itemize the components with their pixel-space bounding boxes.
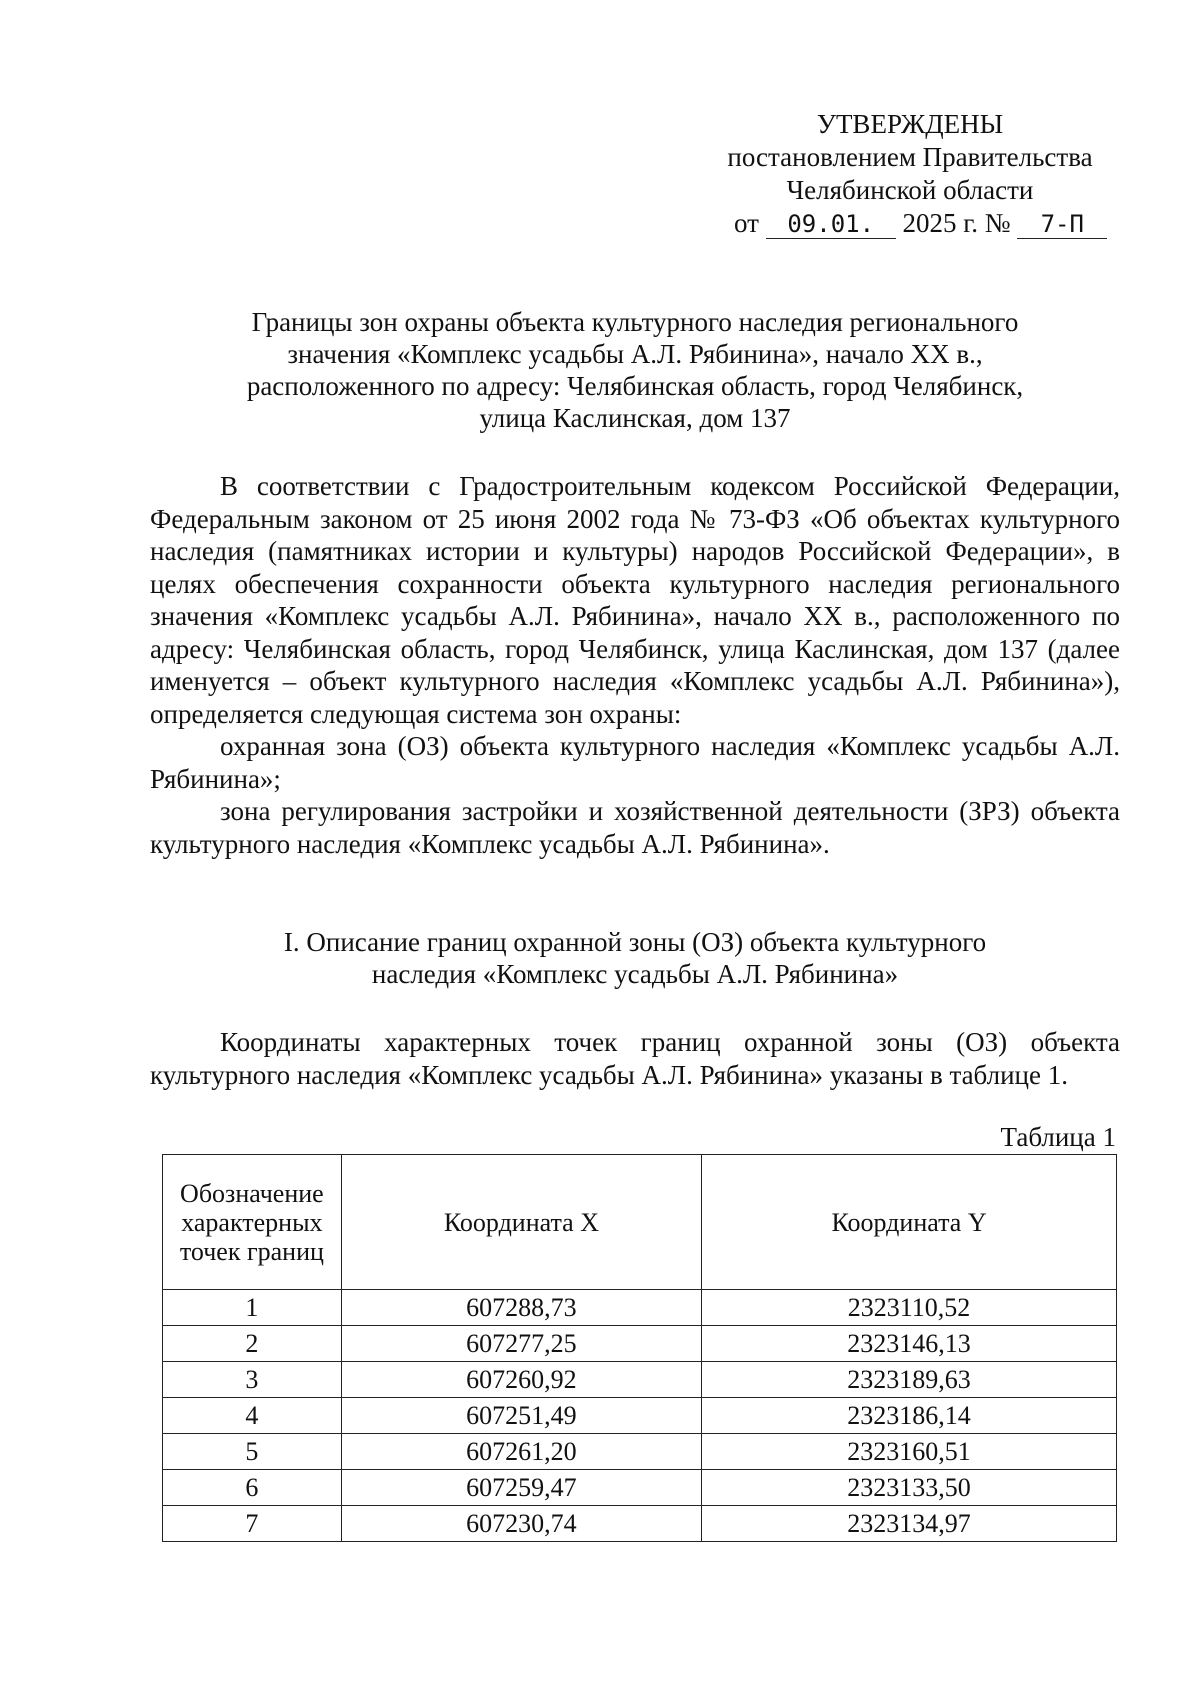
header-point bbox=[163, 1155, 342, 1290]
approval-number-value: 7-П bbox=[1017, 210, 1107, 239]
cell-point: 3 bbox=[163, 1362, 342, 1398]
cell-y: 2323146,13 bbox=[702, 1326, 1117, 1362]
cell-y: 2323133,50 bbox=[702, 1470, 1117, 1506]
cell-x: 607251,49 bbox=[341, 1398, 701, 1434]
header-point-label: Обозначение характерных точек границ bbox=[179, 1178, 324, 1266]
table-header-row bbox=[163, 1155, 1117, 1290]
approval-line-1: постановлением Правительства bbox=[727, 142, 1093, 172]
cell-y: 2323189,63 bbox=[702, 1362, 1117, 1398]
table-row bbox=[163, 1470, 1117, 1506]
cell-x: 607277,25 bbox=[341, 1326, 701, 1362]
document-title bbox=[150, 306, 1120, 434]
cell-x: 607259,47 bbox=[341, 1470, 701, 1506]
document-body bbox=[150, 470, 1120, 860]
table-row bbox=[163, 1326, 1117, 1362]
section-1-text bbox=[150, 1026, 1120, 1091]
body-paragraph-2: охранная зона (ОЗ) объекта культурного наследия «Комплекс усадьбы А.Л. Рябинина»; bbox=[150, 731, 1120, 794]
cell-x: 607288,73 bbox=[341, 1290, 701, 1326]
section-1-heading-line-1: I. Описание границ охранной зоны (ОЗ) объекта культурного bbox=[283, 927, 987, 957]
cell-point: 2 bbox=[163, 1326, 342, 1362]
section-1-paragraph: Координаты характерных точек границ охранной зоны (ОЗ) объекта культурного наследия «Комплекс усадьбы А.Л. Рябинина» указаны в таблице 1. bbox=[150, 1027, 1120, 1090]
approval-line-2: Челябинской области bbox=[786, 175, 1034, 205]
table-row bbox=[163, 1290, 1117, 1326]
title-line-1: Границы зон охраны объекта культурного наследия регионального bbox=[251, 307, 1019, 337]
cell-x: 607230,74 bbox=[341, 1506, 701, 1542]
cell-y: 2323160,51 bbox=[702, 1434, 1117, 1470]
cell-point: 7 bbox=[163, 1506, 342, 1542]
approval-heading: УТВЕРЖДЕНЫ bbox=[816, 109, 1004, 139]
approval-from-label: от bbox=[734, 208, 759, 238]
section-1-heading-line-2: наследия «Комплекс усадьбы А.Л. Рябинина» bbox=[371, 959, 899, 989]
title-line-3: расположенного по адресу: Челябинская область, город Челябинск, bbox=[246, 371, 1024, 401]
cell-point: 5 bbox=[163, 1434, 342, 1470]
approval-date-value: 09.01. bbox=[766, 210, 896, 239]
header-x: Координата X bbox=[341, 1155, 701, 1290]
approval-year-text: 2025 г. № bbox=[902, 208, 1011, 238]
cell-y: 2323110,52 bbox=[702, 1290, 1117, 1326]
table-1-label: Таблица 1 bbox=[1000, 1122, 1116, 1152]
cell-x: 607261,20 bbox=[341, 1434, 701, 1470]
section-1-heading bbox=[150, 926, 1120, 990]
title-line-4: улица Каслинская, дом 137 bbox=[479, 403, 791, 433]
table-row bbox=[163, 1398, 1117, 1434]
cell-y: 2323186,14 bbox=[702, 1398, 1117, 1434]
body-paragraph-1: В соответствии с Градостроительным кодексом Российской Федерации, Федеральным законом от 25 июня 2002 года № 73-ФЗ «Об объектах культурного наследия (памятниках истории и культуры) народов Российской Федерации», в целях обеспечения сохранности объекта культурного наследия регионального значения «Комплекс усадьбы А.Л. Рябинина», начало XX в., расположенного по адресу: Челябинская область, город Челябинск, улица Каслинская, дом 137 (далее именуется – объект культурного наследия «Комплекс усадьбы А.Л. Рябинина»), определяется следующая система зон охраны: bbox=[150, 471, 1120, 729]
approval-date-line bbox=[700, 207, 1120, 240]
cell-point: 4 bbox=[163, 1398, 342, 1434]
table-row bbox=[163, 1434, 1117, 1470]
title-line-2: значения «Комплекс усадьбы А.Л. Рябинина», начало XX в., bbox=[287, 339, 983, 369]
header-y: Координата Y bbox=[702, 1155, 1117, 1290]
approval-block bbox=[700, 108, 1120, 240]
body-paragraph-3: зона регулирования застройки и хозяйственной деятельности (ЗРЗ) объекта культурного наследия «Комплекс усадьбы А.Л. Рябинина». bbox=[150, 796, 1120, 859]
cell-point: 6 bbox=[163, 1470, 342, 1506]
table-row bbox=[163, 1506, 1117, 1542]
coordinates-table bbox=[162, 1154, 1117, 1542]
table-row bbox=[163, 1362, 1117, 1398]
cell-point: 1 bbox=[163, 1290, 342, 1326]
cell-y: 2323134,97 bbox=[702, 1506, 1117, 1542]
cell-x: 607260,92 bbox=[341, 1362, 701, 1398]
